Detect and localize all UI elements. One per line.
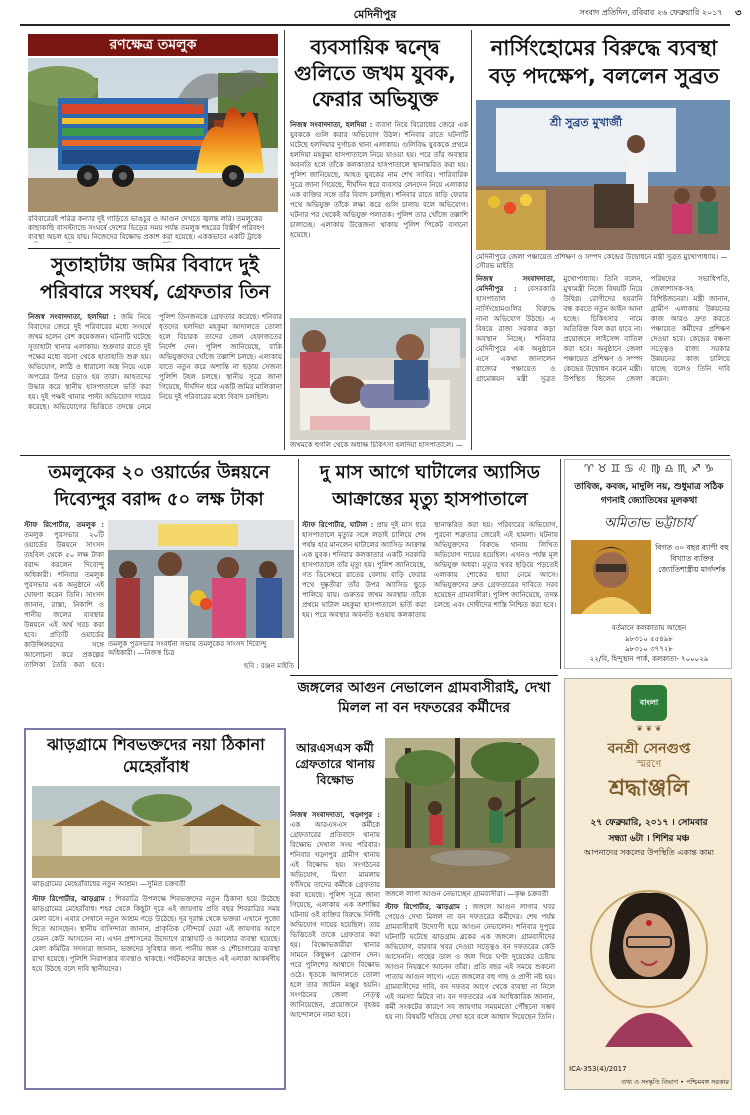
jungle-caption-text: জঙ্গলে লাগা আগুন নেভাচ্ছেন গ্রামবাসীরা। — [385, 890, 506, 898]
masthead-rule — [20, 24, 730, 26]
acid-headline: দু মাস আগে ঘাটালের অ্যাসিড আক্রান্তের মৃত্যু হাসপাতালে — [320, 462, 540, 510]
edition-date: রবিবার ২৬ ফেব্রুয়ারি ২০১৭ — [632, 8, 723, 17]
section-rule — [290, 675, 558, 676]
rss-body — [290, 810, 380, 1090]
fire-caption-text: রবিবারেরই পরিত্র কন্যার দুই গাড়িতে ভাঙচুর ও আগুন দেখতে জ্বলন্ত লরি। তমলুকের কাছাকাছি বাসস্ট্যান্ডে সংঘর্ষে দেশের ভিড়ের সময় পর্যন্ত তমলুক শহরের বিস্তীর্ণ পরিবহণ ব্যবস্থা অচল হয়ে যায়। নিজেদের বিক্ষোভ প্রকাশ করা হয়েছে। এককভাবে একটি ট্রাকে — [28, 215, 265, 241]
shiva-photo — [32, 786, 280, 878]
emblem-text: বাংলা — [639, 698, 659, 707]
shiva-headline: ঝাড়গ্রামে শিবভক্তদের নয়া ঠিকানা মেহেরাঁবাধ — [47, 735, 265, 776]
state-emblem — [631, 685, 667, 721]
column-rule — [284, 30, 285, 450]
shiva-body-text: শিবরাত্রি উপলক্ষে শিবভক্তদের নতুন ঠিকানা হয়ে উঠেছে ঝাড়গ্রামের মেহেরাঁবাধ। শহর থেকে কিছুটা দূরে এই জায়গায় প্রতি বছর শিবরাত্রির সময় মেলা বসে। এবার সেখানে নতুন আশ্রম গড়ে উঠেছে। দূর দূরান্ত থেকে ভক্তরা এখানে পুজো দিতে আসছেন। স্থানীয় বাসিন্দারা জানান, প্রাকৃতিক সৌন্দর্যে ঘেরা এই জায়গায় আগে তেমন কেউ আসতেন না। এখন প্রশাসনের উদ্যোগে রাস্তাঘাট ও আলোর ব্যবস্থা হয়েছে। মেলা কমিটির সদস্যরা জানান, ভক্তদের সুবিধার জন্য পানীয় জল ও শৌচাগারের ব্যবস্থা রাখা হয়েছে। পুলিশি নিরাপত্তার ব্যবস্থাও থাকছে। পর্যটকদের কাছেও এই এলাকা আকর্ষণীয় হয়ে উঠছে বলে দাবি স্থানীয়দের। — [32, 895, 280, 973]
nursing-credit: —সৌরভ মাইতি — [476, 253, 728, 270]
youth-byline: নিজস্ব সংবাদদাতা, হলদিয়া : — [290, 120, 373, 129]
fire-banner — [28, 34, 278, 56]
hospital-patient-image — [290, 318, 466, 440]
rss-headline: আরএসএস কর্মী গ্রেফতারে থানায় বিক্ষোভ — [295, 741, 375, 787]
youth-credit: — — [455, 441, 463, 449]
acid-byline: স্টাফ রিপোর্টার, ঘাটাল : — [302, 520, 374, 529]
nursing-photo — [476, 100, 730, 250]
shiva-caption-text: ঝাড়গ্রামের মেহেরাঁবাধের নতুন আশ্রম। — [32, 880, 138, 888]
jungle-credit: —কৃষ্ণ চক্রবর্তী — [507, 890, 549, 898]
astro-phone-2: ৯৮৩১০ ৩৭৭২৮ — [625, 645, 673, 653]
stage-banner: শ্রী সুব্রত মুখার্জী — [550, 116, 622, 129]
jungle-byline: স্টাফ রিপোর্টার, ঝাড়গ্রাম : — [385, 902, 468, 911]
jungle-caption — [385, 890, 555, 900]
youth-body-text: ব্যবসা নিয়ে বিরোধের জেরে এক যুবককে গুলি করার অভিযোগ উঠল। শনিবার রাতে ঘটনাটি ঘটেছে হলদিয়ার দুর্গাচক থানা এলাকায়। গুলিবিদ্ধ যুবককে প্রথমে হলদিয়া মহকুমা হাসপাতালে নিয়ে যাওয়া হয়। পরে তাঁর অবস্থার অবনতি হলে তাঁকে কলকাতার হাসপাতালে স্থানান্তরিত করা হয়। পুলিশ জানিয়েছে, আহত যুবকের নাম শেখ সাবির। পারিবারিক সূত্রে জানা গিয়েছে, দীর্ঘদিন ধরে ব্যবসার লেনদেন নিয়ে এলাকার এক ব্যক্তির সঙ্গে তাঁর বিবাদ চলছিল। শনিবার রাতে বাড়ি ফেরার পথে অভিযুক্ত তাঁকে লক্ষ্য করে গুলি চালায় বলে অভিযোগ। ঘটনার পর থেকেই অভিযুক্ত পলাতক। পুলিশ তার খোঁজে তল্লাশি চালাচ্ছে। এলাকায় উত্তেজনা থাকায় পুলিশ পিকেট বসানো হয়েছে। — [290, 121, 468, 239]
section-name: মেদিনীপুর — [353, 8, 397, 21]
astro-ad — [564, 459, 732, 669]
astro-address: ২২/বি, হিন্দুস্থান পার্ক, কলকাতা- ৭০০০২৯ — [589, 655, 709, 663]
memorial-name: বনশ্রী সেনগুপ্ত — [607, 741, 691, 757]
youth-caption — [290, 441, 466, 451]
land-byline: নিজস্ব সংবাদদাতা, হলদিয়া : — [28, 312, 116, 321]
fire-banner-text: রণক্ষেত্র তমলুক — [109, 37, 197, 53]
memorial-invite: আপনাদের সকলের উপস্থিতি একান্ত কাম্য — [583, 848, 715, 857]
fire-credit — [134, 242, 174, 243]
page-number: ৩ — [735, 8, 742, 19]
astro-address-label: বর্তমানে কলকাতায় আছেন — [611, 624, 687, 632]
nursing-body — [476, 274, 730, 442]
section-rule — [20, 455, 730, 456]
memorial-title: শ্রদ্ধাঞ্জলি — [609, 775, 689, 801]
memorial-portrait — [585, 879, 713, 1047]
masthead — [0, 0, 750, 24]
astro-signature: অমিতাভ ভট্টাচার্য — [604, 516, 694, 531]
fire-photo — [28, 58, 278, 212]
jungle-headline: জঙ্গলের আগুন নেভালেন গ্রামবাসীরাই, দেখা মিলল না বন দফতরের কর্মীদের — [297, 680, 551, 716]
astro-experience: বিগত ৩০ বছর ব্যাপী বহু বিখ্যাত ব্যক্তির জ্যোতিশাস্ত্রীয় মার্গদর্শক — [655, 543, 729, 574]
nursing-headline: নার্সিংহোমের বিরুদ্ধে ব্যবস্থা বড় পদক্ষেপ, বললেন সুব্রত — [488, 36, 720, 88]
felicitation-image — [108, 520, 294, 638]
memorial-ica: ICA-353(4)/2017 — [569, 1065, 627, 1073]
edition-name: সংবাদ প্রতিদিন, — [579, 8, 630, 17]
nursing-byline: নিজস্ব সংবাদদাতা, মেদিনীপুর : — [476, 274, 556, 293]
rss-body-text: এক আরএসএস কর্মীকে গ্রেফতারের প্রতিবাদে থানায় বিক্ষোভ দেখাল সংঘ পরিবার। শনিবার খড়্গপুর গ্রামীণ থানায় এই বিক্ষোভ হয়। সংগঠনের অভিযোগ, মিথ্যা মামলায় ফাঁসিয়ে তাদের কর্মীকে গ্রেফতার করা হয়েছে। পুলিশ সূত্রে জানা গিয়েছে, এলাকায় এক অশান্তির ঘটনায় ওই ব্যক্তির বিরুদ্ধে নির্দিষ্ট অভিযোগ দায়ের হয়েছিল। তার ভিত্তিতেই তাকে গ্রেফতার করা হয়। বিক্ষোভকারীরা থানার সামনে কিছুক্ষণ স্লোগান দেন। পরে পুলিশের আশ্বাসে বিক্ষোভ ওঠে। ধৃতকে আদালতে তোলা হলে তার জামিন মঞ্জুর হয়নি। সংগঠনের জেলা নেতৃত্ব জানিয়েছেন, প্রয়োজনে বৃহত্তর আন্দোলনে নামা হবে। — [290, 821, 380, 1019]
tamluk-photo — [108, 520, 294, 638]
youth-photo — [290, 318, 466, 440]
youth-body — [290, 120, 468, 315]
acid-body — [302, 520, 558, 670]
astro-title: তাবিজ, কবজ, মাদুলি নয়, শুধুমাত্র সঠিক গণনাই জ্যোতিষের মূলকথা — [574, 482, 724, 506]
shiva-credit: —সুমিত চক্রবর্তী — [139, 880, 186, 888]
memorial-photo — [585, 879, 713, 1047]
youth-headline: ব্যবসায়িক দ্বন্দ্বে গুলিতে জখম যুবক, ফেরার অভিযুক্ত — [294, 35, 456, 111]
column-rule — [560, 459, 561, 669]
forest-fire-image — [385, 738, 555, 888]
rss-byline: নিজস্ব সংবাদদাতা, খড়্গপুর : — [290, 810, 380, 819]
astrologer-portrait — [571, 540, 651, 614]
nursing-caption-text: মেদিনীপুরে জেলা পঞ্চায়েত প্রশিক্ষণ ও সম্পদ কেন্দ্রের উদ্বোধনে মন্ত্রী সুব্রত মুখোপাধ্যায়। — [476, 253, 719, 261]
shiva-caption — [32, 880, 280, 890]
astro-phone-1: ৯৮৩১০ ৫৫৪৯৮ — [625, 635, 673, 643]
tamluk-headline: তমলুকের ২০ ওয়ার্ডের উন্নয়নে দিব্যেন্দুর বরাদ্দ ৫০ লক্ষ টাকা — [48, 462, 270, 510]
burning-truck-image — [28, 58, 278, 212]
tamluk-byline: স্টাফ রিপোর্টার, তমলুক : — [24, 520, 104, 529]
shiva-box — [24, 728, 286, 1090]
acid-body-text: প্রায় দুই মাস ধরে হাসপাতালে মৃত্যুর সঙ্গে লড়াই চালিয়ে শেষ পর্যন্ত হার মানলেন ঘাটালের অ্যাসিড আক্রান্ত এক যুবক। শনিবার কলকাতার একটি সরকারি হাসপাতালে তাঁর মৃত্যু হয়। পুলিশ জানিয়েছে, গত ডিসেম্বরে রাতের বেলায় বাড়ি ফেরার পথে দুষ্কৃতীরা তাঁর উপর অ্যাসিড ছুড়ে পালিয়ে যায়। গুরুতর জখম অবস্থায় তাঁকে প্রথমে ঘাটাল মহকুমা হাসপাতালে ভর্তি করা হয়। পরে অবস্থার অবনতি হওয়ায় কলকাতায় স্থানান্তরিত করা হয়। পরিবারের অভিযোগ, পুরনো শত্রুতার জেরেই এই হামলা। ঘটনায় অভিযুক্তদের বিরুদ্ধে থানায় লিখিত অভিযোগ দায়ের হয়েছিল। এখনও পর্যন্ত মূল অভিযুক্ত অধরা। মৃত্যুর খবর ছড়িয়ে পড়তেই এলাকায় শোকের ছায়া নেমে আসে। অভিযুক্তদের দ্রুত গ্রেফতারের দাবিতে সরব হয়েছেন গ্রামবাসীরা। পুলিশ জানিয়েছে, তদন্ত চলছে এবং দোষীদের শাস্তি নিশ্চিত করা হবে। — [302, 521, 558, 619]
jungle-body — [385, 902, 555, 1092]
land-headline: সুতাহাটায় জমির বিবাদে দুই পরিবারে সংঘর্ষ, গ্রেফতার তিন — [39, 254, 271, 303]
column-rule — [298, 459, 299, 669]
zodiac-strip: ♈ ♉ ♊ ♋ ♌ ♍ ♎ ♏ ♐ ♑ — [583, 462, 715, 475]
ashram-image — [32, 786, 280, 878]
nursing-caption — [476, 253, 730, 271]
section-rule — [28, 248, 280, 249]
youth-caption-text: জখমকে হুগলি থেকে অধ্যক্ষ চিকিৎসা হলদিয়া হাসপাতালে। — [290, 441, 454, 449]
shiva-body — [32, 894, 280, 1086]
column-rule — [471, 30, 472, 450]
tamluk-body — [24, 520, 104, 670]
land-body — [28, 312, 282, 450]
nursing-body-text: বেসরকারি হাসপাতাল ও নার্সিংহোমগুলির বিরুদ্ধে নানা অভিযোগ উঠছে। এ বিষয়ে রাজ্য সরকার কড়া অবস্থান নিচ্ছে। শনিবার মেদিনীপুরে এক অনুষ্ঠানে এসে একথা জানালেন রাজ্যের পঞ্চায়েত ও গ্রামোন্নয়ন মন্ত্রী সুব্রত মুখোপাধ্যায়। তিনি বলেন, মুখ্যমন্ত্রী নিজে বিষয়টি নিয়ে উদ্বিগ্ন। রোগীদের হয়রানি বন্ধ করতে নতুন আইন আনা হচ্ছে। চিকিৎসার নামে অতিরিক্ত বিল করা যাবে না। প্রয়োজনে লাইসেন্স বাতিল করা হবে। অনুষ্ঠানে জেলা পঞ্চায়েত প্রশিক্ষণ ও সম্পদ কেন্দ্রের উদ্বোধন করেন মন্ত্রী। উপস্থিত ছিলেন জেলা পরিষদের সভাধিপতি, জেলাশাসক-সহ বিশিষ্টজনেরা। মন্ত্রী জানান, গ্রামীণ এলাকায় উন্নয়নের কাজ আরও দ্রুত করতে পঞ্চায়েত কর্মীদের প্রশিক্ষণ দেওয়া হবে। কেন্দ্রের বঞ্চনা সত্ত্বেও রাজ্য সরকার উন্নয়নের কাজ চালিয়ে যাচ্ছে বলেও তিনি দাবি করেন। — [476, 275, 730, 383]
shiva-byline: স্টাফ রিপোর্টার, ঝাড়গ্রাম : — [32, 894, 112, 903]
memorial-issuer: তথ্য ও সংস্কৃতি বিভাগ • পশ্চিমবঙ্গ সরকার — [621, 1078, 729, 1086]
jungle-body-text: জঙ্গলে আগুন লাগার খবর পেয়েও দেখা মিলল না বন দফতরের কর্মীদের। শেষ পর্যন্ত গ্রামবাসীরাই উদ্যোগী হয়ে আগুন নেভালেন। শনিবার দুপুরে ঘটনাটি ঘটেছে ঝাড়গ্রাম ব্লকের এক জঙ্গলে। গ্রামবাসীদের অভিযোগ, বারবার খবর দেওয়া সত্ত্বেও বন দফতরের কেউ আসেননি। গাছের ডাল ও জল দিয়ে ঘণ্টা দুয়েকের চেষ্টায় আগুন নিয়ন্ত্রণে আনেন তাঁরা। প্রতি বছর এই সময়ে শুকনো পাতায় আগুন লাগে। এতে জঙ্গলের বহু গাছ ও প্রাণী নষ্ট হয়। গ্রামবাসীদের দাবি, বন দফতর আগে থেকে ব্যবস্থা না নিলে এই সমস্যা মিটবে না। বন দফতরের এক আধিকারিক জানান, কর্মী সংকটের কারণে সব জায়গায় সময়মতো পৌঁছনো সম্ভব হয় না। বিষয়টি খতিয়ে দেখা হবে বলে আশ্বাস দিয়েছেন তিনি। — [385, 903, 555, 1021]
fire-caption — [28, 215, 278, 243]
memorial-time: সন্ধ্যা ৬টা । শিশির মঞ্চ — [608, 834, 690, 844]
memorial-ornament: ❦ ❦ ❦ — [636, 725, 662, 733]
tamluk-credit: ছবি : রঞ্জন মাইতি — [244, 662, 294, 670]
memorial-smarane: স্মরণে — [636, 759, 662, 770]
tamluk-body-text: তমলুক পুরসভার ২০টি ওয়ার্ডের উন্নয়নে সাংসদ তহবিল থেকে ৫০ লক্ষ টাকা বরাদ্দ করলেন দিব্যেন্দু অধিকারী। শনিবার তমলুক পুরসভার এক অনুষ্ঠানে এই ঘোষণা করেন তিনি। সাংসদ জানান, রাস্তা, নিকাশি ও পানীয় জলের ব্যবস্থার উন্নয়নে এই অর্থ খরচ করা হবে। প্রতিটি ওয়ার্ডের কাউন্সিলরদের সঙ্গে আলোচনা করে প্রকল্পের তালিকা তৈরি করা হবে। — [24, 531, 104, 669]
tamluk-caption: তমলুক পুরসভার সংবর্ধনা সভায় তমলুকের সাংসদ দিব্যেন্দু অধিকারী। —নিজস্ব চিত্র — [108, 640, 267, 657]
land-body-text: জমি নিয়ে বিবাদের জেরে দুই পরিবারের মধ্যে সংঘর্ষে জখম হলেন বেশ কয়েকজন। ঘটনাটি ঘটেছে সুতাহাটা থানার এলাকায়। শুক্রবার রাতে দুই পক্ষের মধ্যে বচসা থেকে হাতাহাতি শুরু হয়। অভিযোগ, লাঠি ও ধারালো অস্ত্র নিয়ে একে অপরের উপর চড়াও হয় তারা। আহতদের উদ্ধার করে স্থানীয় হাসপাতালে ভর্তি করা হয়। দুই পক্ষই থানায় পাল্টা অভিযোগ দায়ের করেছে। অভিযোগের ভিত্তিতে তদন্তে নেমে পুলিশ তিনজনকে গ্রেফতার করেছে। শনিবার ধৃতদের হলদিয়া মহকুমা আদালতে তোলা হলে বিচারক তাদের জেল হেফাজতের নির্দেশ দেন। পুলিশ জানিয়েছে, বাকি অভিযুক্তদের খোঁজে তল্লাশি চলছে। এলাকায় যাতে নতুন করে অশান্তি না ছড়ায় সেজন্য পুলিশি টহল চলছে। স্থানীয় সূত্রে জানা গিয়েছে, দীর্ঘদিন ধরে একটি জমির মালিকানা নিয়ে দুই পরিবারের মধ্যে বিবাদ চলছিল। — [28, 313, 282, 411]
jungle-photo — [385, 738, 555, 888]
memorial-ad — [564, 678, 732, 1090]
astrologer-photo — [571, 540, 651, 614]
memorial-date: ২৭ ফেব্রুয়ারি, ২০১৭ । সোমবার — [590, 818, 708, 828]
